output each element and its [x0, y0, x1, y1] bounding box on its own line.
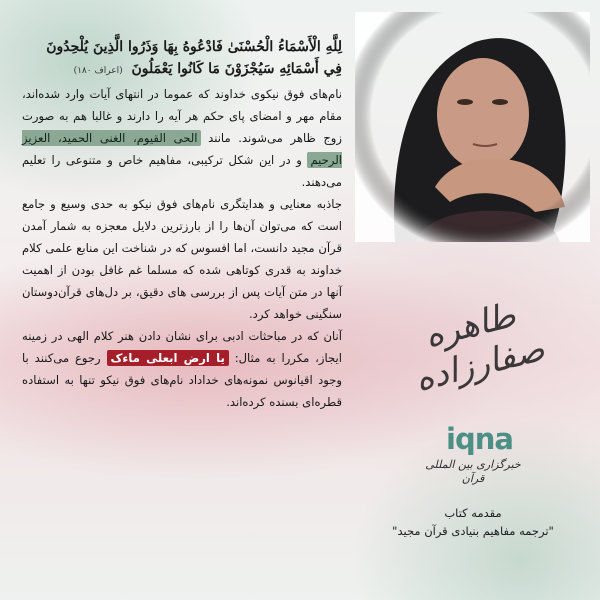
- paragraph-3-text-b: رجوع می‌کنند با وجود اقیانوس نمونه‌های خداداد نام‌های فوق نیکو تنها به استفاده قطره‌ای بسنده کرده‌اند.: [22, 351, 342, 409]
- paragraph-1-text-a: نام‌های فوق نیکوی خداوند که عموما در انتهای آیات وارد شده‌اند، مقام مهر و امضای پای حکم هر آیه را دارند و غالبا هم به صورت زوج ظاهر می‌شوند. مانند: [22, 87, 343, 145]
- paragraph-3-text-a: آنان که در مباحثات ادبی برای نشان دادن هنر کلام الهی در زمینه ایجاز، مکررا به مثال:: [22, 329, 342, 365]
- iqna-subtitle: خبرگزاری بین المللی قرآن: [425, 458, 521, 485]
- paragraph-1: [22, 83, 342, 193]
- verse-reference: (اعراف ۱۸۰): [73, 66, 123, 76]
- verse-line-1: لِلَّهِ الْأَسْمَاءُ الْحُسْنَىٰ فَادْعُوهُ بِهَا وَذَرُوا الَّذِينَ يُلْحِدُونَ: [46, 39, 342, 55]
- verse-line-2-text: فِي أَسْمَائِهِ سَيُجْزَوْنَ مَا كَانُوا يَعْمَلُونَ: [131, 61, 342, 77]
- author-portrait: [355, 12, 590, 242]
- caption-line-2: "ترجمه مفاهیم بنیادی قرآن مجید": [392, 524, 554, 538]
- verse-line-2: [22, 58, 342, 82]
- paragraph-2: جاذبه معنایی و هدایتگری نام‌های فوق نیکو به حدی وسیع و جامع است که می‌توان آن‌ها را از بارزترین دلایل معجزه به شمار آمدن قرآن مجید دانست، اما افسوس که در شناخت این منابع علمی کلام خداوند به قدری کوتاهی شده که مسلما غم غافل بودن از اهمیت آنها در متن آیات پس از بررسی های دقیق، بر دل‌های قرآن‌دوستان سنگینی خواهد کرد.: [22, 197, 342, 321]
- paragraph-1-text-b: و در این شکل ترکیبی، مفاهیم خاص و متنوعی را تعلیم می‌دهند.: [22, 153, 342, 189]
- iqna-logo: iqna: [446, 422, 513, 456]
- paragraph-3: [22, 325, 342, 413]
- author-name-calligraphy: طاهره صفارزاده: [411, 295, 549, 400]
- highlight-divine-names: الحی القیوم، الغنی الحمید، العزیز الرحیم: [22, 131, 342, 167]
- caption-line-1: مقدمه کتاب: [444, 506, 502, 520]
- quran-verse: [22, 36, 342, 82]
- book-caption: [368, 504, 578, 540]
- body-text: [22, 83, 342, 413]
- highlight-verse-example: یا ارض ابعلی ماءک: [107, 350, 229, 366]
